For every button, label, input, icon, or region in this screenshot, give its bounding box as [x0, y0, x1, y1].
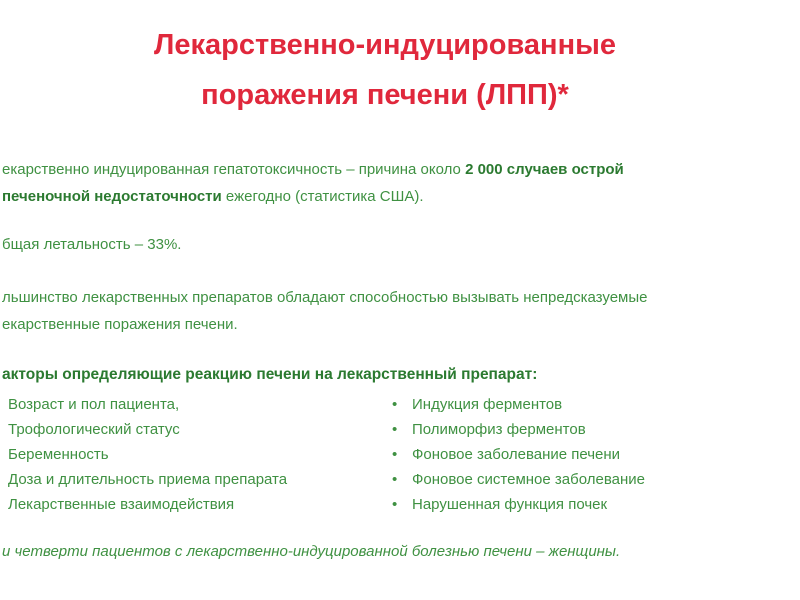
mortality-line: бщая летальность – 33%.	[2, 236, 182, 253]
factor-left-item: Возраст и пол пациента,	[8, 396, 180, 413]
stats-text: ежегодно (статистика США).	[221, 188, 424, 205]
stats-line-2	[2, 188, 424, 206]
factor-right-item: Индукция ферментов	[412, 396, 563, 413]
bullet-icon: •	[392, 496, 398, 513]
bullet-icon: •	[392, 471, 398, 488]
unpredictable-line-2: екарственные поражения печени.	[2, 316, 238, 333]
factor-right-item: Нарушенная функция почек	[412, 496, 608, 513]
slide-title-line-1: Лекарственно-индуцированные	[154, 29, 616, 61]
factor-left-item: Лекарственные взаимодействия	[8, 496, 235, 513]
factor-right-item: Полиморфиз ферментов	[412, 421, 586, 438]
stats-line-1	[2, 161, 624, 179]
factor-left-item: Беременность	[8, 446, 109, 463]
factor-right-item: Фоновое системное заболевание	[412, 471, 645, 488]
bullet-icon: •	[392, 446, 398, 463]
footer-note: и четверти пациентов с лекарственно-индуцированной болезнью печени – женщины.	[2, 543, 621, 560]
bullet-icon: •	[392, 396, 398, 413]
factors-heading: акторы определяющие реакцию печени на лекарственный препарат:	[2, 366, 538, 383]
stats-highlight: печеночной недостаточности	[2, 188, 222, 205]
stats-text: екарственно индуцированная гепатотоксичность – причина около	[2, 161, 466, 178]
unpredictable-line-1: льшинство лекарственных препаратов обладают способностью вызывать непредсказуемые	[2, 289, 648, 306]
bullet-icon: •	[392, 421, 398, 438]
slide-title-line-2: поражения печени (ЛПП)*	[201, 79, 569, 111]
factor-right-item: Фоновое заболевание печени	[412, 446, 621, 463]
stats-highlight: 2 000 случаев острой	[465, 161, 624, 178]
factor-left-item: Трофологический статус	[8, 421, 180, 438]
factor-left-item: Доза и длительность приема препарата	[8, 471, 288, 488]
